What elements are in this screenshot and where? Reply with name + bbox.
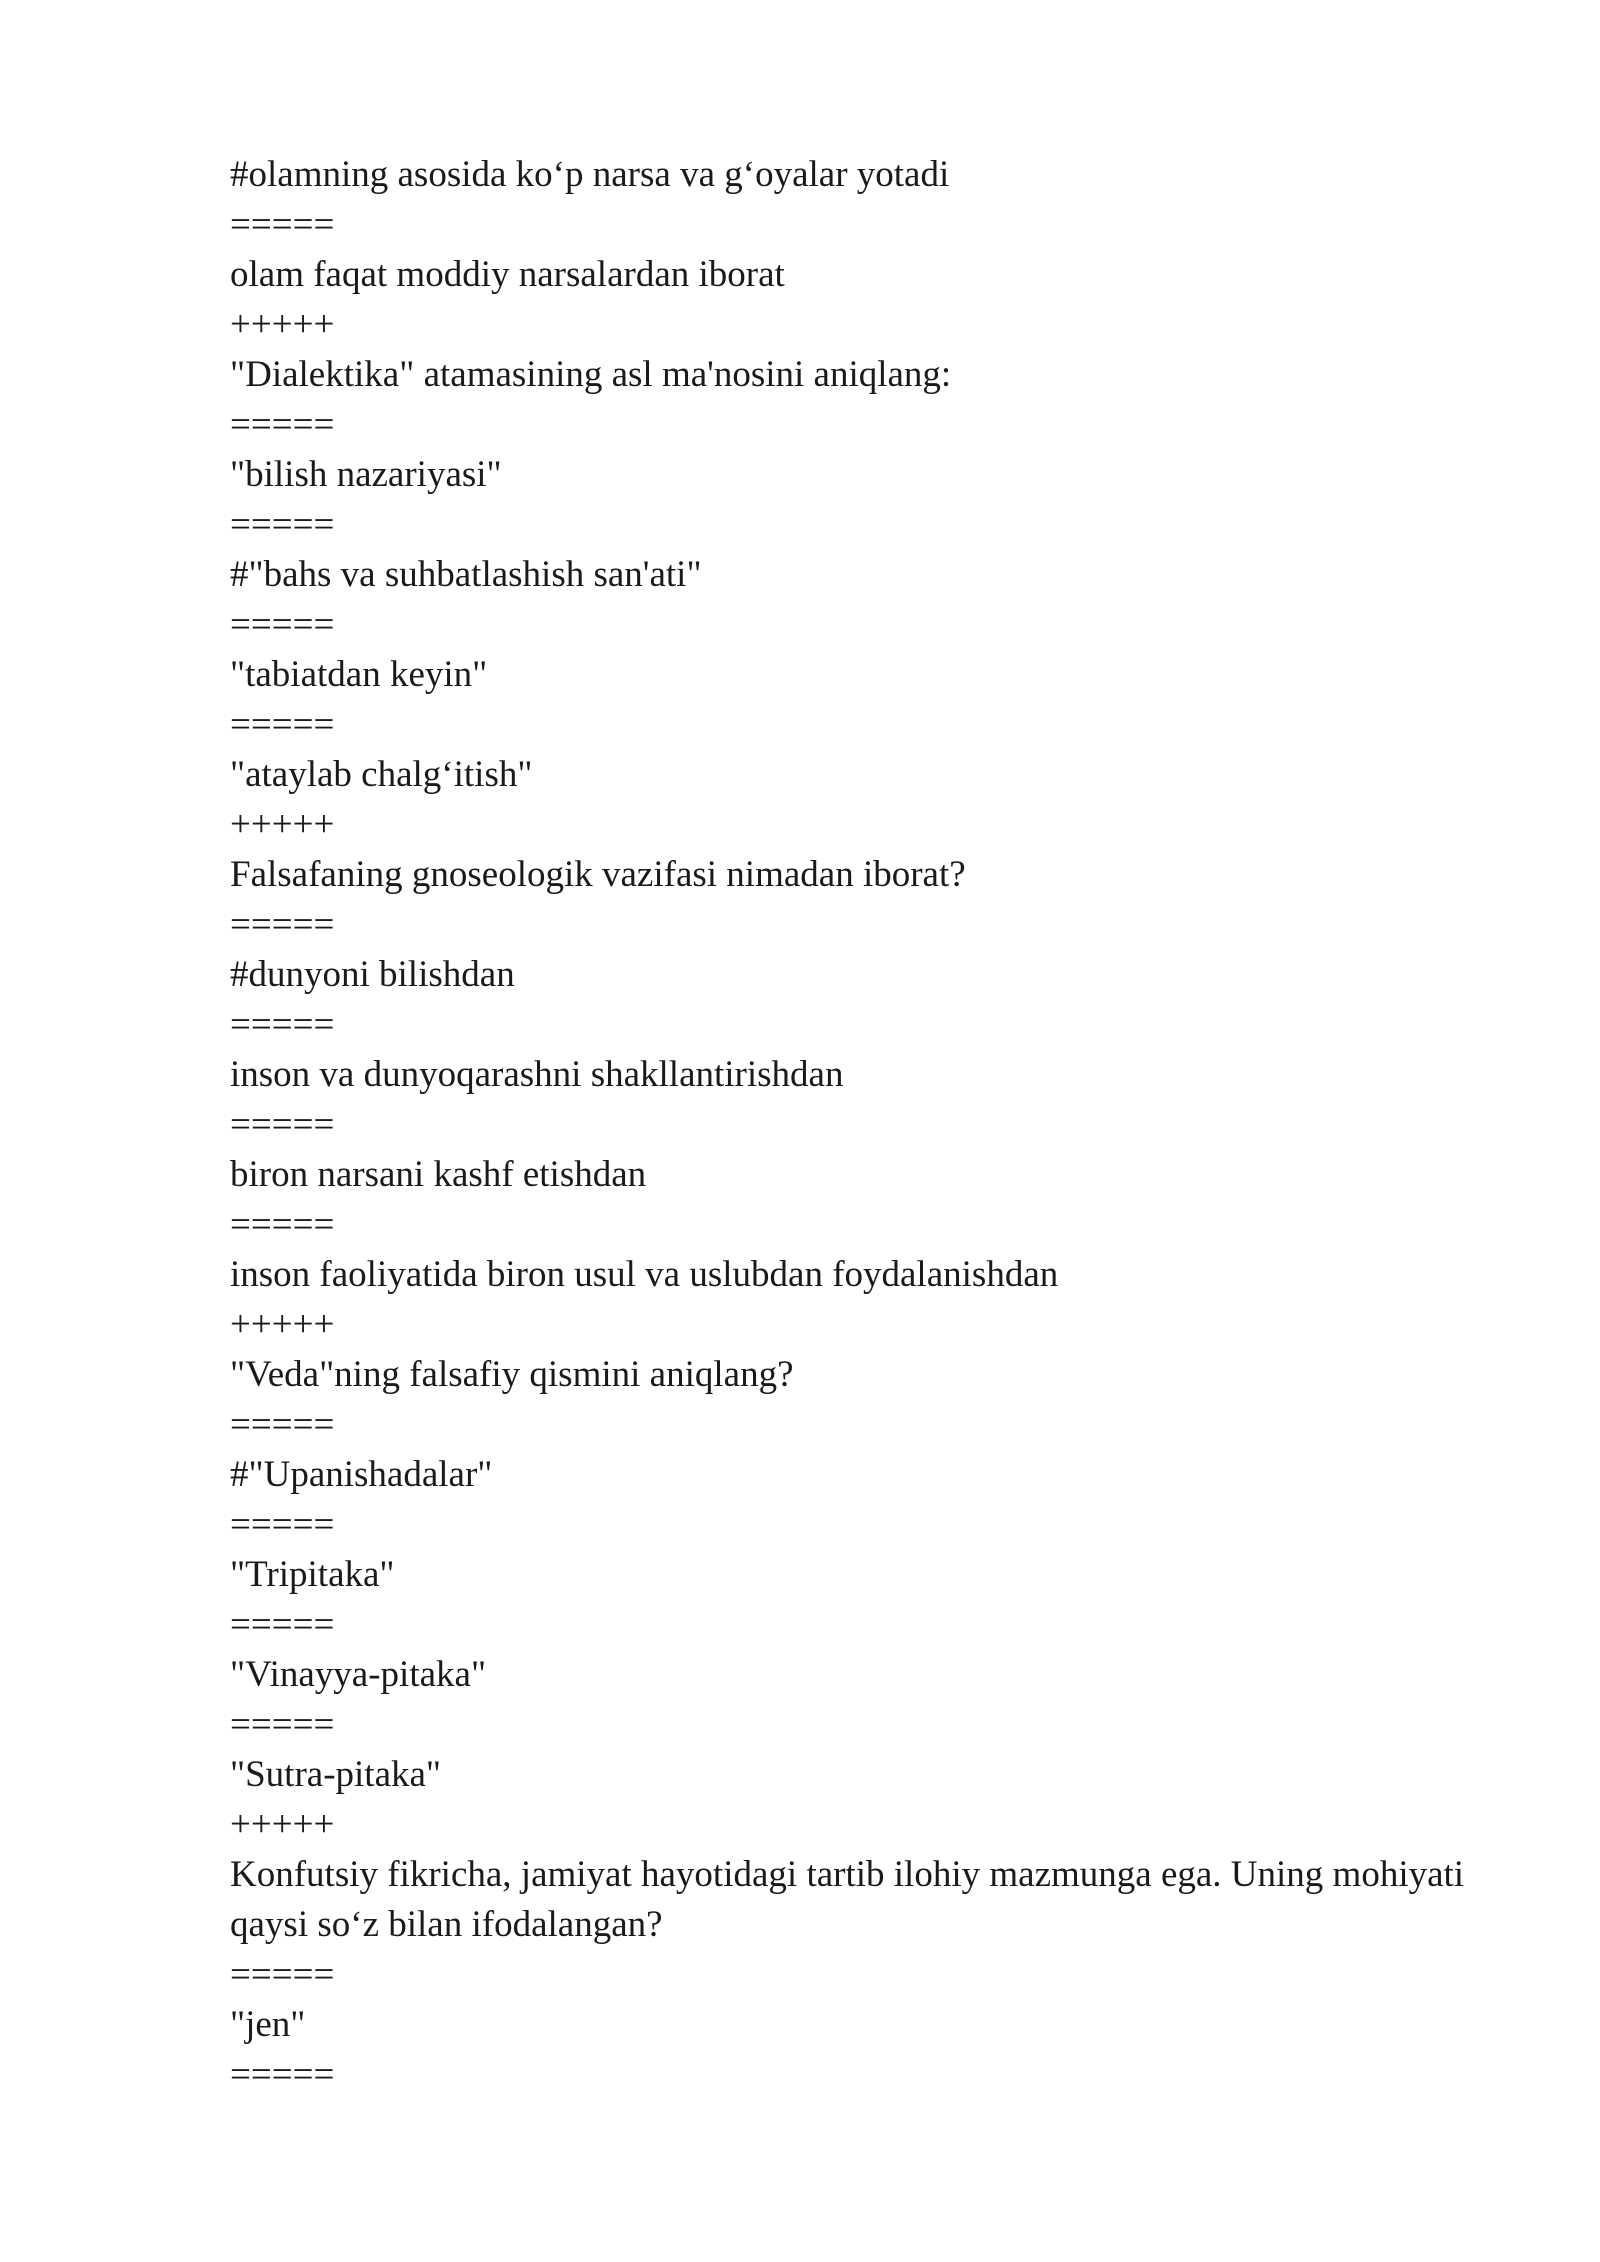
answer-separator: ===== — [230, 1204, 335, 1245]
answer-separator: ===== — [230, 1004, 335, 1045]
answer-line: "tabiatdan keyin" — [230, 654, 488, 695]
question-separator: +++++ — [230, 1304, 335, 1345]
answer-line: "Tripitaka" — [230, 1554, 395, 1595]
answer-separator: ===== — [230, 204, 335, 245]
answer-separator: ===== — [230, 2054, 335, 2095]
question-separator: +++++ — [230, 1804, 335, 1845]
answer-line: inson faoliyatida biron usul va uslubdan foydalanishdan — [230, 1254, 1059, 1295]
answer-line: "ataylab chalg‘itish" — [230, 754, 533, 795]
answer-line: biron narsani kashf etishdan — [230, 1154, 647, 1195]
answer-line: inson va dunyoqarashni shakllantirishdan — [230, 1054, 844, 1095]
question-text: "Dialektika" atamasining asl ma'nosini aniqlang: — [230, 354, 952, 395]
question-text: "Veda"ning falsafiy qismini aniqlang? — [230, 1354, 794, 1395]
answer-separator: ===== — [230, 404, 335, 445]
question-separator: +++++ — [230, 304, 335, 345]
answer-separator: ===== — [230, 1604, 335, 1645]
answer-separator: ===== — [230, 1704, 335, 1745]
answer-line: olam faqat moddiy narsalardan iborat — [230, 254, 785, 295]
answer-line: "bilish nazariyasi" — [230, 454, 502, 495]
answer-separator: ===== — [230, 904, 335, 945]
answer-line: #olamning asosida ko‘p narsa va g‘oyalar yotadi — [230, 154, 950, 195]
answer-separator: ===== — [230, 1504, 335, 1545]
correct-answer-line: #"bahs va suhbatlashish san'ati" — [230, 554, 702, 595]
answer-line: "Vinayya-pitaka" — [230, 1654, 487, 1695]
answer-separator: ===== — [230, 1404, 335, 1445]
answer-separator: ===== — [230, 704, 335, 745]
document-body — [230, 150, 1530, 2100]
question-text: Falsafaning gnoseologik vazifasi nimadan iborat? — [230, 854, 966, 895]
answer-separator: ===== — [230, 1104, 335, 1145]
answer-line: "jen" — [230, 2004, 306, 2045]
correct-answer-line: #dunyoni bilishdan — [230, 954, 515, 995]
answer-separator: ===== — [230, 504, 335, 545]
question-separator: +++++ — [230, 804, 335, 845]
answer-line: "Sutra-pitaka" — [230, 1754, 442, 1795]
answer-separator: ===== — [230, 604, 335, 645]
correct-answer-line: #"Upanishadalar" — [230, 1454, 493, 1495]
answer-separator: ===== — [230, 1954, 335, 1995]
question-text: Konfutsiy fikricha, jamiyat hayotidagi tartib ilohiy mazmunga ega. Uning mohiyati qaysi so‘z bilan ifodalangan? — [230, 1854, 1474, 1945]
